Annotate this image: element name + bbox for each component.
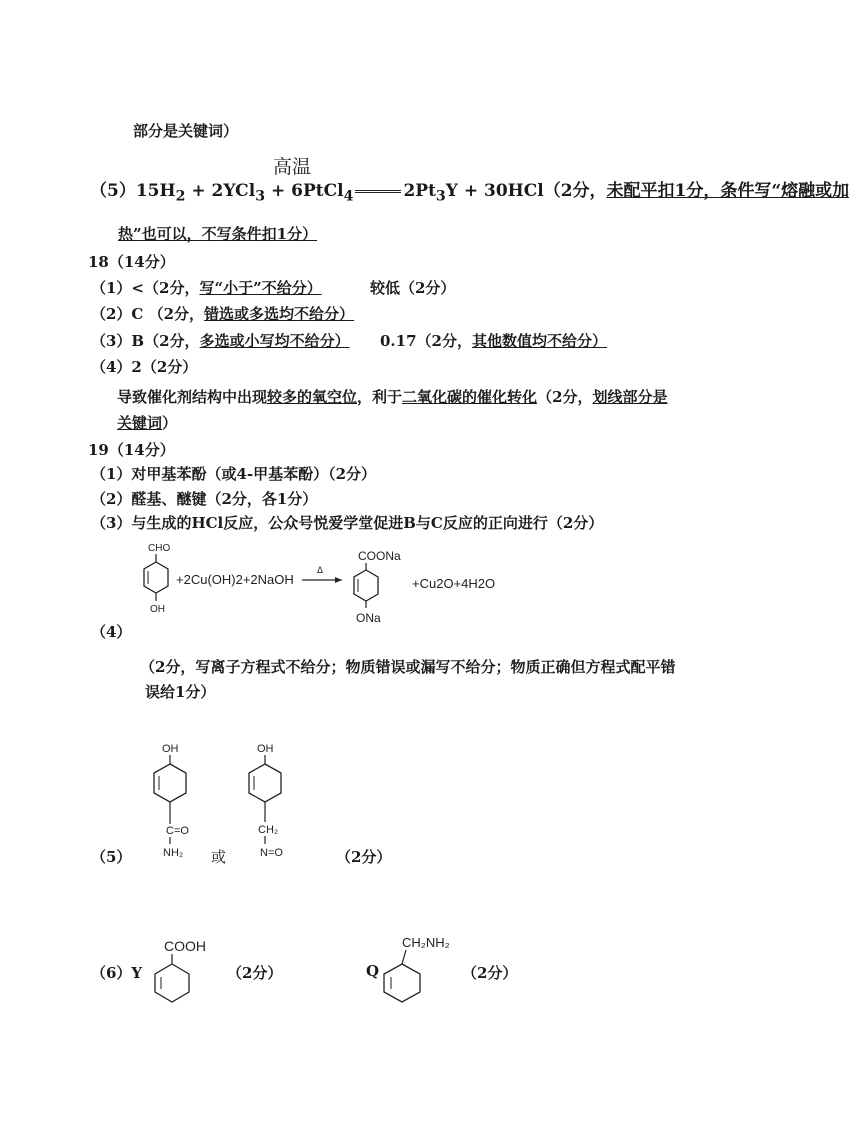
text: （1）<（2分， [91,279,200,297]
text-line [133,120,238,141]
subscript: 3 [435,188,446,205]
underlined-text: 错选或多选均不给分） [204,305,355,323]
eq-part: 15H [135,181,176,201]
products-text: +Cu2O+4H2O [412,576,496,591]
oh-label: OH [150,604,165,615]
ch2-label: CH₂ [258,824,279,836]
question-heading: 18（14分） [88,253,175,271]
oh-label: OH [257,743,274,755]
score-note: （2分） [462,964,518,982]
answer-line: （6）Y [91,964,143,982]
underlined-text: 未配平扣1分，条件写“熔融或加 [606,181,849,201]
underlined-text: 热”也可以，不写条件扣1分） [118,225,318,243]
text: ） [162,414,178,432]
answer-line: Q [366,962,380,980]
cooh-label: COOH [164,938,206,954]
subscript: 4 [343,188,354,205]
nitroso-label: N=O [260,847,283,859]
text: ，利于 [357,388,403,406]
answer-line: 较低（2分） [370,279,456,297]
answer-line [117,386,668,407]
reaction-diagram [120,540,540,630]
equation-line [90,176,849,204]
underlined-text: 划线部分是 [592,388,668,406]
coona-label: COONa [358,549,401,563]
answer-line [91,277,322,298]
subscript: 3 [255,188,266,205]
eq-part: + 2YCl [185,181,256,201]
answer-line [91,330,350,351]
or-text: 或 [211,848,227,866]
underlined-text: 其他数值均不给分） [471,332,607,350]
underlined-text: 多选或小写均不给分） [199,332,350,350]
oh-label: OH [162,743,179,755]
text: 部分是关键词） [133,122,239,140]
answer-line: （5） [91,848,132,866]
text: （2）C （2分， [91,305,205,323]
text: （3）B（2分， [91,332,200,350]
score-note: （2分） [336,848,392,866]
question-heading: 19（14分） [88,441,175,459]
answer-line: （2分，写离子方程式不给分；物质错误或漏写不给分；物质正确但方程式配平错 [140,658,676,676]
eq-part: Y + 30HCl（2分， [445,181,607,201]
text: 0.17（2分， [380,332,472,350]
answer-line: 误给1分） [145,683,216,701]
underlined-text: 写“小于”不给分） [199,279,322,297]
reaction-condition: 高温 [273,156,312,178]
underlined-text: 较多的氧空位 [267,388,358,406]
answer-line: （1）对甲基苯酚（或4-甲基苯酚）（2分） [91,465,377,483]
reagents-text: +2Cu(OH)2+2NaOH [176,572,294,587]
ona-label: ONa [356,611,381,625]
answer-line [91,303,354,324]
answer-line: （2）醛基、醚键（2分，各1分） [91,490,318,508]
heat-symbol: Δ [317,565,324,575]
eq-part: + 6PtCl [265,181,344,201]
benzene-ring [155,964,189,1002]
equals-sign [355,190,401,193]
text-line [118,223,317,244]
text: （2分， [537,388,593,406]
ch2nh2-label: CH₂NH₂ [402,935,450,950]
carbonyl-label: C=O [166,825,189,837]
subscript: 2 [175,188,186,205]
answer-line [380,330,607,351]
answer-line: （4） [91,623,132,641]
underlined-text: 二氧化碳的催化转化 [402,388,538,406]
answer-line [117,412,177,433]
eq-part: 2Pt [403,181,436,201]
cho-label: CHO [148,543,171,554]
text: 导致催化剂结构中出现 [117,388,268,406]
answer-line: （3）与生成的HCl反应，公众号悦爱学堂促进B与C反应的正向进行（2分） [91,514,604,532]
underlined-text: 关键词 [117,414,163,432]
nh2-label: NH₂ [163,847,184,859]
question-number: （5） [90,181,136,201]
answer-line: （4）2（2分） [91,358,198,376]
benzene-ring [384,964,420,1002]
score-note: （2分） [227,964,283,982]
